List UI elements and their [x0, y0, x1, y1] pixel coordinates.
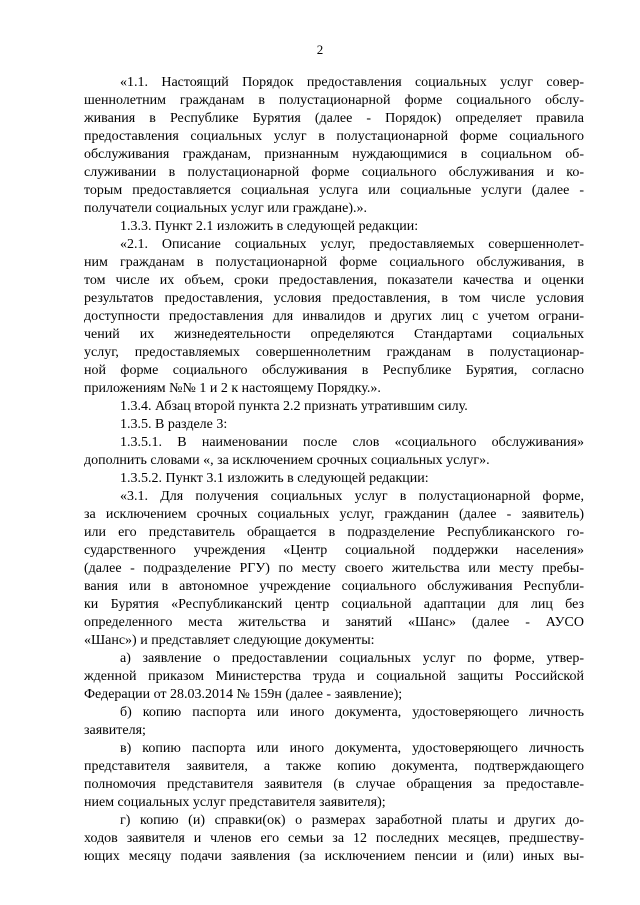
text-line: доступности предоставления для инвалидов и других лиц с учетом ограни- — [84, 309, 584, 324]
text-line: ки Бурятия «Республиканский центр социальной адаптации для лиц без — [84, 597, 584, 612]
text-line: получатели социальных услуг или граждане).». — [84, 201, 368, 216]
text-line: Федерации от 28.03.2014 № 159н (далее - заявление); — [84, 687, 403, 702]
text-line: дополнить словами «, за исключением срочных социальных услуг». — [84, 453, 490, 468]
text-line: жденной приказом Министерства труда и социальной защиты Российской — [84, 669, 584, 684]
text-line: вания или в автономное учреждение социального обслуживания Республи- — [84, 579, 584, 594]
text-line: обслуживания гражданам, признанным нуждающимися в социальном об- — [84, 147, 584, 162]
text-line: 1.3.3. Пункт 2.1 изложить в следующей редакции: — [120, 219, 419, 234]
text-line: «3.1. Для получения социальных услуг в полустационарной форме, — [120, 489, 584, 504]
text-line: услуг, предоставляемых совершеннолетним гражданам в полустационар- — [84, 345, 584, 360]
text-line: а) заявление о предоставлении социальных услуг по форме, утвер- — [120, 651, 584, 666]
text-line: сударственного учреждения «Центр социальной поддержки населения» — [84, 543, 584, 558]
text-line: или его представитель обращается в подразделение Республиканского го- — [84, 525, 584, 540]
text-line: приложениям №№ 1 и 2 к настоящему Порядку.». — [84, 381, 381, 396]
text-line: том числе их объем, сроки предоставления, показатели качества и оценки — [84, 273, 584, 288]
text-line: ходов заявителя и членов его семьи за 12 последних месяцев, предшеству- — [84, 831, 584, 846]
text-line: 1.3.5.1. В наименовании после слов «социального обслуживания» — [120, 435, 584, 450]
text-line: служивании в полустационарной форме социального обслуживания и ко- — [84, 165, 584, 180]
text-line: нием социальных услуг представителя заявителя); — [84, 795, 386, 810]
text-line: г) копию (и) справки(ок) о размерах заработной платы и других до- — [120, 813, 584, 828]
text-line: 1.3.4. Абзац второй пункта 2.2 признать утратившим силу. — [120, 399, 468, 414]
text-line: заявителя; — [84, 723, 146, 738]
text-line: ним гражданам в полустационарной форме социального обслуживания, в — [84, 255, 584, 270]
text-line: в) копию паспорта или иного документа, удостоверяющего личность — [120, 741, 584, 756]
text-line: торым предоставляется социальная услуга или социальные услуги (далее - — [84, 183, 584, 198]
text-line: представителя заявителя, а также копию документа, подтверждающего — [84, 759, 584, 774]
text-line: шеннолетним гражданам в полустационарной форме социального обслу- — [84, 93, 584, 108]
document-body — [84, 74, 584, 866]
text-line: полномочия представителя заявителя (в случае обращения за предоставле- — [84, 777, 584, 792]
text-line: определенного места жительства и занятий «Шанс» (далее - АУСО — [84, 615, 584, 630]
text-line: 1.3.5.2. Пункт 3.1 изложить в следующей редакции: — [120, 471, 429, 486]
text-line: б) копию паспорта или иного документа, удостоверяющего личность — [120, 705, 584, 720]
text-line: «1.1. Настоящий Порядок предоставления социальных услуг совер- — [120, 75, 584, 90]
text-line: «2.1. Описание социальных услуг, предоставляемых совершеннолет- — [120, 237, 584, 252]
text-line: 1.3.5. В разделе 3: — [120, 417, 228, 432]
text-line: чений их жизнедеятельности определяются Стандартами социальных — [84, 327, 584, 342]
text-line: (далее - подразделение РГУ) по месту своего жительства или месту пребы- — [84, 561, 584, 576]
text-line: «Шанс») и представляет следующие документы: — [84, 633, 375, 648]
text-line: ющих месяцу подачи заявления (за исключением пенсии и (или) иных вы- — [84, 849, 584, 864]
text-line: предоставления социальных услуг в полустационарной форме социального — [84, 129, 584, 144]
text-line: результатов предоставления, условия предоставления, в том числе условия — [84, 291, 584, 306]
page-number: 2 — [316, 42, 324, 57]
text-line: ной форме социального обслуживания в Республике Бурятия, согласно — [84, 363, 584, 378]
text-line: живания в Республике Бурятия (далее - Порядок) определяет правила — [84, 111, 584, 126]
text-line: за исключением срочных социальных услуг, гражданин (далее - заявитель) — [84, 507, 584, 522]
